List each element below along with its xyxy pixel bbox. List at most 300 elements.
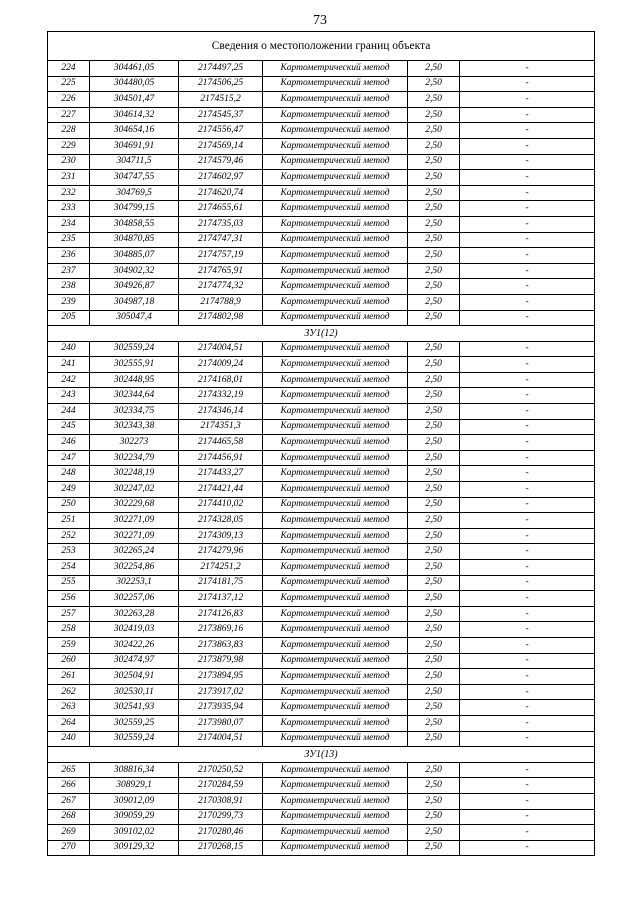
point-number-cell: 245 <box>48 419 90 435</box>
accuracy-cell: 2,50 <box>408 76 460 92</box>
x-coordinate-cell: 302504,91 <box>90 669 179 685</box>
x-coordinate-cell: 302247,02 <box>90 482 179 498</box>
point-number-cell: 262 <box>48 684 90 700</box>
method-cell: Картометрический метод <box>263 404 408 420</box>
accuracy-cell: 2,50 <box>408 154 460 170</box>
method-cell: Картометрический метод <box>263 154 408 170</box>
accuracy-cell: 2,50 <box>408 591 460 607</box>
table-row <box>48 606 595 622</box>
y-coordinate-cell: 2174346,14 <box>179 404 263 420</box>
accuracy-cell: 2,50 <box>408 762 460 778</box>
x-coordinate-cell: 302271,09 <box>90 513 179 529</box>
description-cell: - <box>460 107 595 123</box>
accuracy-cell: 2,50 <box>408 341 460 357</box>
description-cell: - <box>460 61 595 77</box>
description-cell: - <box>460 731 595 747</box>
method-cell: Картометрический метод <box>263 637 408 653</box>
table-row <box>48 138 595 154</box>
description-cell: - <box>460 419 595 435</box>
point-number-cell: 264 <box>48 715 90 731</box>
point-number-cell: 241 <box>48 357 90 373</box>
point-number-cell: 231 <box>48 170 90 186</box>
description-cell: - <box>460 170 595 186</box>
description-cell: - <box>460 310 595 326</box>
x-coordinate-cell: 302253,1 <box>90 575 179 591</box>
y-coordinate-cell: 2173917,02 <box>179 684 263 700</box>
x-coordinate-cell: 302422,26 <box>90 637 179 653</box>
table-row <box>48 825 595 841</box>
x-coordinate-cell: 309129,32 <box>90 840 179 856</box>
section-row <box>48 326 595 342</box>
point-number-cell: 238 <box>48 279 90 295</box>
x-coordinate-cell: 304691,91 <box>90 138 179 154</box>
x-coordinate-cell: 302248,19 <box>90 466 179 482</box>
method-cell: Картометрический метод <box>263 778 408 794</box>
description-cell: - <box>460 778 595 794</box>
description-cell: - <box>460 404 595 420</box>
table-title: Сведения о местоположении границ объекта <box>48 32 595 61</box>
x-coordinate-cell: 302257,06 <box>90 591 179 607</box>
point-number-cell: 227 <box>48 107 90 123</box>
point-number-cell: 252 <box>48 528 90 544</box>
y-coordinate-cell: 2174251,2 <box>179 560 263 576</box>
description-cell: - <box>460 653 595 669</box>
description-cell: - <box>460 388 595 404</box>
accuracy-cell: 2,50 <box>408 809 460 825</box>
accuracy-cell: 2,50 <box>408 684 460 700</box>
description-cell: - <box>460 606 595 622</box>
description-cell: - <box>460 669 595 685</box>
method-cell: Картометрический метод <box>263 123 408 139</box>
accuracy-cell: 2,50 <box>408 185 460 201</box>
y-coordinate-cell: 2174765,91 <box>179 263 263 279</box>
accuracy-cell: 2,50 <box>408 419 460 435</box>
method-cell: Картометрический метод <box>263 513 408 529</box>
method-cell: Картометрический метод <box>263 466 408 482</box>
y-coordinate-cell: 2173869,16 <box>179 622 263 638</box>
x-coordinate-cell: 304769,5 <box>90 185 179 201</box>
method-cell: Картометрический метод <box>263 528 408 544</box>
table-row <box>48 372 595 388</box>
method-cell: Картометрический метод <box>263 216 408 232</box>
method-cell: Картометрический метод <box>263 731 408 747</box>
description-cell: - <box>460 76 595 92</box>
y-coordinate-cell: 2174137,12 <box>179 591 263 607</box>
y-coordinate-cell: 2170284,59 <box>179 778 263 794</box>
accuracy-cell: 2,50 <box>408 201 460 217</box>
point-number-cell: 230 <box>48 154 90 170</box>
x-coordinate-cell: 302448,95 <box>90 372 179 388</box>
description-cell: - <box>460 684 595 700</box>
description-cell: - <box>460 232 595 248</box>
y-coordinate-cell: 2174545,37 <box>179 107 263 123</box>
point-number-cell: 229 <box>48 138 90 154</box>
description-cell: - <box>460 482 595 498</box>
method-cell: Картометрический метод <box>263 497 408 513</box>
point-number-cell: 228 <box>48 123 90 139</box>
point-number-cell: 240 <box>48 731 90 747</box>
point-number-cell: 259 <box>48 637 90 653</box>
table-row <box>48 388 595 404</box>
x-coordinate-cell: 304799,15 <box>90 201 179 217</box>
point-number-cell: 247 <box>48 450 90 466</box>
point-number-cell: 258 <box>48 622 90 638</box>
table-row <box>48 92 595 108</box>
section-row <box>48 747 595 763</box>
y-coordinate-cell: 2174465,58 <box>179 435 263 451</box>
point-number-cell: 236 <box>48 248 90 264</box>
point-number-cell: 256 <box>48 591 90 607</box>
y-coordinate-cell: 2174351,3 <box>179 419 263 435</box>
method-cell: Картометрический метод <box>263 450 408 466</box>
accuracy-cell: 2,50 <box>408 700 460 716</box>
method-cell: Картометрический метод <box>263 762 408 778</box>
point-number-cell: 232 <box>48 185 90 201</box>
point-number-cell: 226 <box>48 92 90 108</box>
description-cell: - <box>460 513 595 529</box>
y-coordinate-cell: 2174126,83 <box>179 606 263 622</box>
accuracy-cell: 2,50 <box>408 560 460 576</box>
x-coordinate-cell: 302541,93 <box>90 700 179 716</box>
description-cell: - <box>460 154 595 170</box>
accuracy-cell: 2,50 <box>408 357 460 373</box>
point-number-cell: 254 <box>48 560 90 576</box>
description-cell: - <box>460 809 595 825</box>
x-coordinate-cell: 302229,68 <box>90 497 179 513</box>
description-cell: - <box>460 528 595 544</box>
x-coordinate-cell: 302559,25 <box>90 715 179 731</box>
description-cell: - <box>460 544 595 560</box>
x-coordinate-cell: 302474,97 <box>90 653 179 669</box>
accuracy-cell: 2,50 <box>408 466 460 482</box>
method-cell: Картометрический метод <box>263 170 408 186</box>
point-number-cell: 257 <box>48 606 90 622</box>
accuracy-cell: 2,50 <box>408 528 460 544</box>
y-coordinate-cell: 2174774,32 <box>179 279 263 295</box>
accuracy-cell: 2,50 <box>408 263 460 279</box>
method-cell: Картометрический метод <box>263 591 408 607</box>
method-cell: Картометрический метод <box>263 653 408 669</box>
method-cell: Картометрический метод <box>263 201 408 217</box>
accuracy-cell: 2,50 <box>408 793 460 809</box>
table-row <box>48 201 595 217</box>
accuracy-cell: 2,50 <box>408 388 460 404</box>
x-coordinate-cell: 308929,1 <box>90 778 179 794</box>
x-coordinate-cell: 302343,38 <box>90 419 179 435</box>
x-coordinate-cell: 304480,05 <box>90 76 179 92</box>
point-number-cell: 260 <box>48 653 90 669</box>
method-cell: Картометрический метод <box>263 388 408 404</box>
point-number-cell: 266 <box>48 778 90 794</box>
y-coordinate-cell: 2174410,02 <box>179 497 263 513</box>
y-coordinate-cell: 2174655,61 <box>179 201 263 217</box>
table-row <box>48 341 595 357</box>
x-coordinate-cell: 304711,5 <box>90 154 179 170</box>
x-coordinate-cell: 302555,91 <box>90 357 179 373</box>
x-coordinate-cell: 304747,55 <box>90 170 179 186</box>
x-coordinate-cell: 304926,87 <box>90 279 179 295</box>
method-cell: Картометрический метод <box>263 669 408 685</box>
y-coordinate-cell: 2173894,95 <box>179 669 263 685</box>
point-number-cell: 246 <box>48 435 90 451</box>
accuracy-cell: 2,50 <box>408 653 460 669</box>
description-cell: - <box>460 357 595 373</box>
y-coordinate-cell: 2174004,51 <box>179 341 263 357</box>
point-number-cell: 244 <box>48 404 90 420</box>
table-row <box>48 575 595 591</box>
accuracy-cell: 2,50 <box>408 92 460 108</box>
x-coordinate-cell: 309012,09 <box>90 793 179 809</box>
table-row <box>48 123 595 139</box>
y-coordinate-cell: 2170280,46 <box>179 825 263 841</box>
method-cell: Картометрический метод <box>263 606 408 622</box>
description-cell: - <box>460 825 595 841</box>
accuracy-cell: 2,50 <box>408 840 460 856</box>
description-cell: - <box>460 372 595 388</box>
description-cell: - <box>460 341 595 357</box>
y-coordinate-cell: 2174309,13 <box>179 528 263 544</box>
x-coordinate-cell: 309102,02 <box>90 825 179 841</box>
y-coordinate-cell: 2174168,01 <box>179 372 263 388</box>
point-number-cell: 269 <box>48 825 90 841</box>
method-cell: Картометрический метод <box>263 809 408 825</box>
table-row <box>48 715 595 731</box>
table-row <box>48 560 595 576</box>
description-cell: - <box>460 715 595 731</box>
y-coordinate-cell: 2174279,96 <box>179 544 263 560</box>
x-coordinate-cell: 309059,29 <box>90 809 179 825</box>
x-coordinate-cell: 302559,24 <box>90 731 179 747</box>
table-row <box>48 154 595 170</box>
x-coordinate-cell: 304858,55 <box>90 216 179 232</box>
point-number-cell: 248 <box>48 466 90 482</box>
y-coordinate-cell: 2174009,24 <box>179 357 263 373</box>
y-coordinate-cell: 2174735,03 <box>179 216 263 232</box>
description-cell: - <box>460 279 595 295</box>
section-label: ЗУ1(13) <box>48 747 595 763</box>
y-coordinate-cell: 2174620,74 <box>179 185 263 201</box>
y-coordinate-cell: 2170250,52 <box>179 762 263 778</box>
y-coordinate-cell: 2174747,31 <box>179 232 263 248</box>
accuracy-cell: 2,50 <box>408 404 460 420</box>
table-row <box>48 669 595 685</box>
x-coordinate-cell: 302559,24 <box>90 341 179 357</box>
method-cell: Картометрический метод <box>263 138 408 154</box>
point-number-cell: 233 <box>48 201 90 217</box>
accuracy-cell: 2,50 <box>408 544 460 560</box>
table-row <box>48 497 595 513</box>
table-row <box>48 185 595 201</box>
method-cell: Картометрический метод <box>263 263 408 279</box>
y-coordinate-cell: 2174757,19 <box>179 248 263 264</box>
method-cell: Картометрический метод <box>263 715 408 731</box>
point-number-cell: 224 <box>48 61 90 77</box>
point-number-cell: 255 <box>48 575 90 591</box>
method-cell: Картометрический метод <box>263 107 408 123</box>
description-cell: - <box>460 216 595 232</box>
accuracy-cell: 2,50 <box>408 778 460 794</box>
y-coordinate-cell: 2173879,98 <box>179 653 263 669</box>
x-coordinate-cell: 302530,11 <box>90 684 179 700</box>
x-coordinate-cell: 304654,16 <box>90 123 179 139</box>
method-cell: Картометрический метод <box>263 279 408 295</box>
y-coordinate-cell: 2173980,07 <box>179 715 263 731</box>
table-row <box>48 591 595 607</box>
x-coordinate-cell: 304885,07 <box>90 248 179 264</box>
method-cell: Картометрический метод <box>263 482 408 498</box>
accuracy-cell: 2,50 <box>408 637 460 653</box>
method-cell: Картометрический метод <box>263 294 408 310</box>
table-row <box>48 450 595 466</box>
x-coordinate-cell: 302334,75 <box>90 404 179 420</box>
accuracy-cell: 2,50 <box>408 450 460 466</box>
point-number-cell: 205 <box>48 310 90 326</box>
y-coordinate-cell: 2174788,9 <box>179 294 263 310</box>
point-number-cell: 270 <box>48 840 90 856</box>
description-cell: - <box>460 248 595 264</box>
x-coordinate-cell: 302419,03 <box>90 622 179 638</box>
method-cell: Картометрический метод <box>263 435 408 451</box>
point-number-cell: 240 <box>48 341 90 357</box>
table-row <box>48 466 595 482</box>
x-coordinate-cell: 304870,85 <box>90 232 179 248</box>
table-row <box>48 107 595 123</box>
x-coordinate-cell: 302265,24 <box>90 544 179 560</box>
description-cell: - <box>460 138 595 154</box>
x-coordinate-cell: 302234,79 <box>90 450 179 466</box>
accuracy-cell: 2,50 <box>408 435 460 451</box>
method-cell: Картометрический метод <box>263 684 408 700</box>
method-cell: Картометрический метод <box>263 560 408 576</box>
section-label: ЗУ1(12) <box>48 326 595 342</box>
accuracy-cell: 2,50 <box>408 279 460 295</box>
y-coordinate-cell: 2174004,51 <box>179 731 263 747</box>
y-coordinate-cell: 2170268,15 <box>179 840 263 856</box>
accuracy-cell: 2,50 <box>408 216 460 232</box>
table-header-row <box>48 32 595 61</box>
y-coordinate-cell: 2170308,91 <box>179 793 263 809</box>
accuracy-cell: 2,50 <box>408 513 460 529</box>
table-row <box>48 482 595 498</box>
y-coordinate-cell: 2174556,47 <box>179 123 263 139</box>
point-number-cell: 263 <box>48 700 90 716</box>
description-cell: - <box>460 92 595 108</box>
x-coordinate-cell: 304461,05 <box>90 61 179 77</box>
point-number-cell: 268 <box>48 809 90 825</box>
x-coordinate-cell: 308816,34 <box>90 762 179 778</box>
accuracy-cell: 2,50 <box>408 61 460 77</box>
accuracy-cell: 2,50 <box>408 232 460 248</box>
y-coordinate-cell: 2174456,91 <box>179 450 263 466</box>
x-coordinate-cell: 302263,28 <box>90 606 179 622</box>
description-cell: - <box>460 762 595 778</box>
description-cell: - <box>460 185 595 201</box>
method-cell: Картометрический метод <box>263 76 408 92</box>
x-coordinate-cell: 302273 <box>90 435 179 451</box>
table-body <box>48 32 595 856</box>
y-coordinate-cell: 2173935,94 <box>179 700 263 716</box>
description-cell: - <box>460 294 595 310</box>
table-row <box>48 310 595 326</box>
y-coordinate-cell: 2174506,25 <box>179 76 263 92</box>
table-row <box>48 762 595 778</box>
table-row <box>48 404 595 420</box>
accuracy-cell: 2,50 <box>408 622 460 638</box>
point-number-cell: 225 <box>48 76 90 92</box>
table-row <box>48 544 595 560</box>
point-number-cell: 261 <box>48 669 90 685</box>
method-cell: Картометрический метод <box>263 185 408 201</box>
accuracy-cell: 2,50 <box>408 669 460 685</box>
accuracy-cell: 2,50 <box>408 138 460 154</box>
point-number-cell: 267 <box>48 793 90 809</box>
y-coordinate-cell: 2174515,2 <box>179 92 263 108</box>
method-cell: Картометрический метод <box>263 840 408 856</box>
description-cell: - <box>460 840 595 856</box>
table-row <box>48 653 595 669</box>
method-cell: Картометрический метод <box>263 341 408 357</box>
method-cell: Картометрический метод <box>263 232 408 248</box>
y-coordinate-cell: 2174433,27 <box>179 466 263 482</box>
description-cell: - <box>460 575 595 591</box>
point-number-cell: 235 <box>48 232 90 248</box>
table-row <box>48 637 595 653</box>
description-cell: - <box>460 793 595 809</box>
y-coordinate-cell: 2170299,73 <box>179 809 263 825</box>
table-row <box>48 61 595 77</box>
table-row <box>48 170 595 186</box>
table-row <box>48 357 595 373</box>
table-row <box>48 840 595 856</box>
description-cell: - <box>460 123 595 139</box>
description-cell: - <box>460 622 595 638</box>
accuracy-cell: 2,50 <box>408 715 460 731</box>
point-number-cell: 250 <box>48 497 90 513</box>
accuracy-cell: 2,50 <box>408 825 460 841</box>
accuracy-cell: 2,50 <box>408 372 460 388</box>
point-number-cell: 242 <box>48 372 90 388</box>
method-cell: Картометрический метод <box>263 825 408 841</box>
method-cell: Картометрический метод <box>263 92 408 108</box>
table-row <box>48 684 595 700</box>
x-coordinate-cell: 305047,4 <box>90 310 179 326</box>
method-cell: Картометрический метод <box>263 544 408 560</box>
method-cell: Картометрический метод <box>263 622 408 638</box>
point-number-cell: 251 <box>48 513 90 529</box>
table-row <box>48 778 595 794</box>
y-coordinate-cell: 2174802,98 <box>179 310 263 326</box>
point-number-cell: 237 <box>48 263 90 279</box>
method-cell: Картометрический метод <box>263 575 408 591</box>
accuracy-cell: 2,50 <box>408 606 460 622</box>
accuracy-cell: 2,50 <box>408 248 460 264</box>
method-cell: Картометрический метод <box>263 419 408 435</box>
point-number-cell: 253 <box>48 544 90 560</box>
point-number-cell: 265 <box>48 762 90 778</box>
description-cell: - <box>460 435 595 451</box>
description-cell: - <box>460 201 595 217</box>
x-coordinate-cell: 304902,32 <box>90 263 179 279</box>
description-cell: - <box>460 560 595 576</box>
table-row <box>48 528 595 544</box>
point-number-cell: 239 <box>48 294 90 310</box>
point-number-cell: 234 <box>48 216 90 232</box>
description-cell: - <box>460 700 595 716</box>
table-row <box>48 216 595 232</box>
x-coordinate-cell: 304987,18 <box>90 294 179 310</box>
y-coordinate-cell: 2174181,75 <box>179 575 263 591</box>
accuracy-cell: 2,50 <box>408 294 460 310</box>
